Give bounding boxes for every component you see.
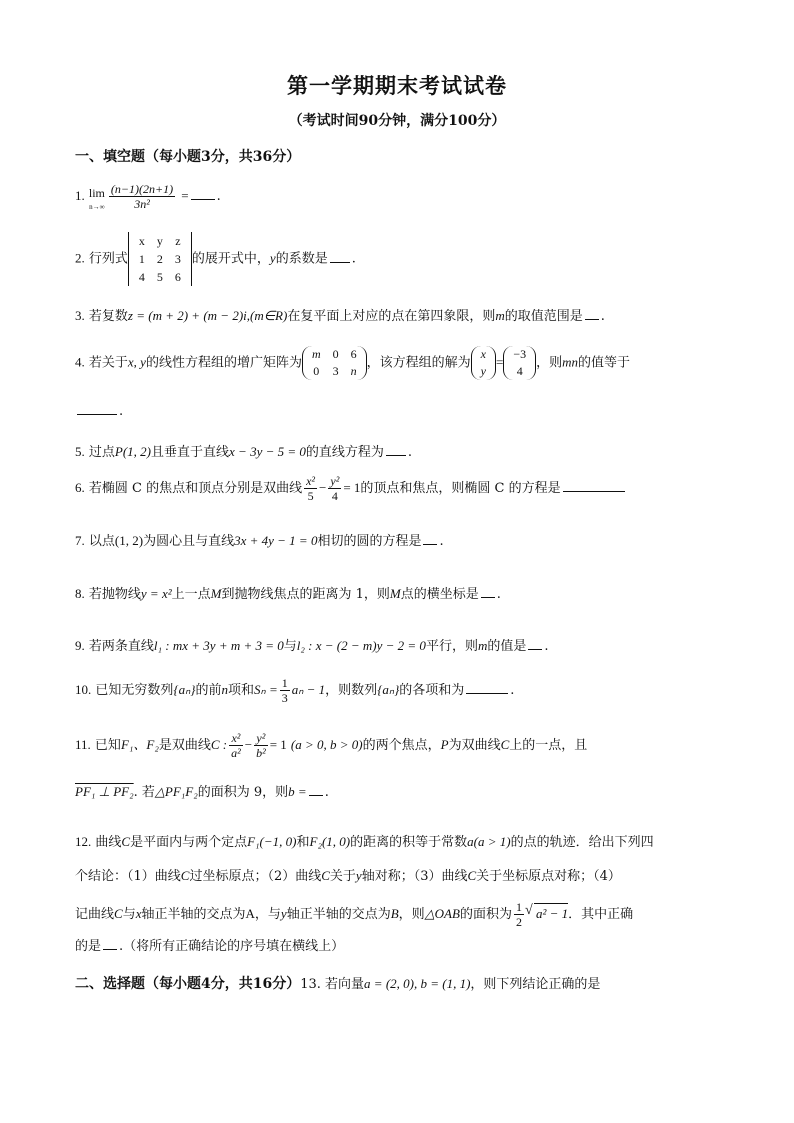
math-triangle: △PF₁F₂	[154, 784, 198, 799]
matrix-cell: 3	[332, 364, 339, 378]
math-condition: (a > 0, b > 0)	[290, 737, 363, 752]
matrix-cell: 0	[313, 364, 320, 378]
det-cell: 6	[174, 270, 181, 284]
fraction	[109, 182, 175, 211]
question-text: 曲线	[95, 835, 122, 850]
fraction-denominator: a²	[231, 746, 241, 760]
question-text: ，则数列	[325, 683, 378, 698]
equals-sign: = 1	[269, 737, 287, 752]
question-number: 11.	[75, 737, 91, 752]
limit-subscript: n→∞	[89, 202, 105, 211]
math-var: P	[440, 737, 449, 752]
question-number: 5.	[75, 444, 85, 459]
question-text: 项和	[228, 683, 255, 698]
math-var: n	[221, 682, 228, 697]
fraction-denominator: 5	[307, 489, 314, 503]
question-text: ，该方程组的解为	[366, 355, 471, 371]
question-text: 行列式	[88, 251, 128, 267]
question-text: 的是	[75, 939, 102, 954]
determinant	[128, 232, 192, 286]
math-var: m	[477, 638, 488, 653]
answer-blank[interactable]	[563, 479, 625, 492]
fraction-denominator: 4	[331, 489, 338, 503]
math-var: y	[355, 868, 362, 883]
augmented-matrix	[302, 346, 367, 380]
question-text: 点的横坐标是	[400, 587, 479, 602]
answer-blank[interactable]	[330, 250, 350, 263]
det-cell: x	[138, 234, 145, 248]
question-end: .	[324, 785, 329, 800]
question-12-line-4	[75, 937, 344, 957]
question-text: 轴正半轴的交点为	[141, 907, 246, 922]
question-text: 若两条直线	[88, 639, 154, 654]
math-var: x	[135, 906, 142, 921]
math-point: F₁(−1, 0)	[247, 834, 297, 849]
question-end: .	[216, 189, 221, 204]
det-cell: 2	[156, 252, 163, 266]
det-cell: 3	[174, 252, 181, 266]
question-text: .（将所有正确结论的序号填在横线上）	[119, 939, 345, 954]
math-var: b =	[288, 784, 307, 799]
question-text: 且垂直于直线	[151, 445, 230, 460]
question-end: .	[439, 534, 444, 549]
fraction-numerator: x²	[229, 731, 243, 746]
fraction	[229, 731, 243, 760]
question-end: .	[496, 587, 501, 602]
question-8	[75, 584, 501, 605]
question-text: 的直线方程为	[305, 445, 384, 460]
question-text: 的值是	[487, 639, 527, 654]
vector-cell: x	[480, 347, 486, 361]
page-subtitle: （考试时间90分钟，满分100分）	[288, 113, 506, 129]
math-triangle: △OAB	[424, 906, 460, 921]
question-13-line	[75, 974, 600, 995]
fraction-numerator: (n−1)(2n+1)	[110, 182, 174, 196]
section-fill-in: 一、填空题（每小题3分，共36分）	[75, 149, 301, 165]
math-vars: x, y	[127, 354, 146, 370]
question-5	[75, 442, 412, 463]
question-text: 以点	[88, 534, 115, 549]
minus-sign: −	[244, 737, 253, 752]
question-4	[75, 346, 630, 380]
matrix-cell: m	[311, 347, 321, 361]
math-line-l2: l₂ : x − (2 − m)y − 2 = 0	[296, 638, 426, 653]
question-text: 的前	[195, 683, 222, 698]
math-expression: aₙ − 1	[291, 682, 326, 697]
question-text: 为双曲线	[448, 738, 501, 753]
question-text: 过坐标原点；（2）曲线	[189, 869, 322, 884]
answer-blank[interactable]	[309, 783, 323, 796]
question-number: 4.	[75, 354, 85, 370]
math-var: y	[269, 250, 276, 266]
math-var: C	[114, 906, 123, 921]
matrix-cell: n	[350, 364, 357, 378]
question-text: 的展开式中，	[191, 251, 270, 267]
det-cell: 4	[138, 270, 145, 284]
answer-blank[interactable]	[423, 532, 437, 545]
math-var: m	[495, 308, 505, 323]
math-var: C	[180, 868, 190, 883]
math-sequence: {aₙ}	[377, 682, 400, 697]
fraction-numerator: 1	[515, 900, 522, 914]
question-7	[75, 531, 444, 552]
matrix-cell: 6	[350, 347, 357, 361]
question-end: .	[600, 309, 605, 324]
question-number: 9.	[75, 638, 85, 653]
question-12	[75, 832, 654, 853]
vector-cell: −3	[513, 347, 527, 361]
fraction-denominator: 2	[515, 915, 522, 929]
fraction	[328, 474, 341, 503]
answer-blank[interactable]	[585, 307, 599, 320]
limit-label: lim	[88, 185, 105, 200]
question-text: 是双曲线	[158, 738, 211, 753]
det-cell: z	[175, 234, 181, 248]
question-text: 和	[296, 835, 310, 850]
question-text: 的线性方程组的增广矩阵为	[145, 355, 302, 371]
question-text: 的点的轨迹．给出下列四	[510, 835, 654, 850]
question-text: 关于坐标原点对称；（4）	[476, 869, 621, 884]
question-2	[75, 232, 356, 286]
answer-blank[interactable]	[481, 585, 495, 598]
fraction-denominator: 3	[281, 691, 288, 705]
math-var: B	[390, 906, 399, 921]
question-text: ，则	[536, 355, 563, 371]
question-text: 上的一点，且	[509, 738, 588, 753]
section-choice: 二、选择题（每小题4分，共16分）	[75, 976, 301, 992]
question-text: 上一点	[171, 587, 211, 602]
question-number: 3.	[75, 308, 85, 323]
fraction	[254, 731, 268, 760]
question-text: 的值等于	[578, 355, 631, 371]
question-text: 过点	[88, 445, 115, 460]
math-var: C :	[210, 737, 228, 752]
math-line-l1: l₁ : mx + 3y + m + 3 = 0	[153, 638, 284, 653]
math-var: C	[321, 868, 330, 883]
question-12-line-2	[75, 866, 621, 887]
question-3	[75, 306, 605, 327]
fraction-numerator: y²	[254, 731, 268, 746]
math-var: A	[245, 906, 255, 921]
math-curve: y = x²	[140, 586, 172, 601]
math-var: mn	[562, 354, 579, 370]
question-end: .	[351, 251, 356, 267]
equals-sign: =	[181, 188, 189, 203]
question-text: 平行，则	[425, 639, 478, 654]
question-text: 与	[122, 907, 136, 922]
question-text: 若抛物线	[88, 587, 141, 602]
question-text: 若复数	[88, 309, 128, 324]
question-number: 8.	[75, 586, 85, 601]
question-text: 记曲线	[75, 907, 115, 922]
question-number: 12.	[75, 834, 92, 849]
question-text: 轴正半轴的交点为	[286, 907, 391, 922]
question-number: 10.	[75, 682, 92, 697]
answer-blank[interactable]	[103, 937, 117, 950]
question-text: 13. 若向量	[300, 977, 365, 992]
math-var: y	[280, 906, 287, 921]
question-12-line-3	[75, 900, 633, 929]
question-6	[75, 474, 627, 503]
question-4-answer-line	[75, 402, 123, 422]
question-end: .	[544, 639, 549, 654]
math-var: C	[467, 868, 477, 883]
question-text: 的面积为 9，则	[197, 785, 289, 800]
det-cell: 5	[156, 270, 163, 284]
math-line: x − 3y − 5 = 0	[229, 444, 306, 459]
question-end: .	[407, 445, 413, 460]
fraction-denominator: b²	[256, 746, 266, 760]
matrix-cell: 0	[332, 347, 339, 361]
question-text: 相切的圆的方程是	[317, 534, 422, 549]
minus-sign: −	[319, 480, 327, 495]
question-text: 若关于	[88, 355, 128, 371]
fraction-denominator: 3n²	[134, 197, 150, 211]
question-text: 的距离的积等于常数	[350, 835, 468, 850]
question-text: 与	[283, 639, 297, 654]
page-title: 第一学期期末考试试卷	[287, 73, 507, 98]
question-text: 若椭圆 C 的焦点和顶点分别是双曲线	[88, 481, 303, 496]
question-text: 个结论：（1）曲线	[75, 869, 181, 884]
question-text: 已知	[94, 738, 121, 753]
question-text: 的面积为	[459, 907, 512, 922]
math-sqrt: √ a² − 1	[534, 903, 568, 924]
math-var: M	[389, 586, 401, 601]
question-text: 已知无穷数列	[95, 683, 174, 698]
question-text: 的取值范围是	[504, 309, 583, 324]
question-number: 6.	[75, 480, 85, 495]
question-text: 轴对称；（3）曲线	[361, 869, 468, 884]
question-1	[75, 182, 221, 211]
math-var: M	[210, 586, 222, 601]
question-text: 到抛物线焦点的距离为 1，则	[221, 587, 390, 602]
math-expression: z = (m + 2) + (m − 2)i,(m∈R)	[127, 308, 288, 323]
question-text: 的各项和为	[399, 683, 465, 698]
question-end: .	[119, 404, 124, 419]
question-text: ，与	[254, 907, 281, 922]
fraction-numerator: x²	[306, 474, 316, 488]
math-point: (1, 2)	[114, 533, 144, 548]
solution-vector-right	[503, 346, 536, 380]
answer-blank[interactable]	[191, 187, 215, 200]
math-point: F₂(1, 0)	[309, 834, 351, 849]
answer-blank[interactable]	[528, 637, 542, 650]
fraction	[304, 474, 317, 503]
math-var: C	[500, 737, 510, 752]
math-vectors: a = (2, 0), b = (1, 1)	[364, 976, 471, 991]
question-text: . 若	[133, 785, 155, 800]
question-text: 的系数是	[275, 251, 328, 267]
question-text: 关于	[329, 869, 356, 884]
math-vectors: PF₁ ⊥ PF₂	[75, 784, 134, 799]
question-text: 是平面内与两个定点	[130, 835, 248, 850]
limit	[89, 183, 105, 211]
math-point: P(1, 2)	[114, 444, 152, 459]
question-text: ，则	[398, 907, 425, 922]
question-text: 在复平面上对应的点在第四象限，则	[287, 309, 496, 324]
answer-blank[interactable]	[386, 443, 406, 456]
question-end: .	[510, 683, 515, 698]
fraction	[514, 900, 524, 929]
answer-blank[interactable]	[466, 681, 508, 694]
question-text: 的顶点和焦点，则椭圆 C 的方程是	[360, 481, 561, 496]
math-line: 3x + 4y − 1 = 0	[234, 533, 318, 548]
question-9	[75, 636, 549, 657]
fraction-numerator: 1	[281, 676, 288, 690]
equals-sign: = 1	[343, 480, 361, 495]
fraction-numerator: y²	[330, 474, 340, 488]
math-var: C	[121, 834, 131, 849]
question-11-line-2	[75, 782, 329, 803]
question-number: 1.	[75, 188, 85, 203]
question-text: ．其中正确	[568, 907, 634, 922]
vector-cell: y	[480, 364, 486, 378]
math-sum: Sₙ =	[254, 682, 278, 697]
question-text: 的两个焦点，	[362, 738, 441, 753]
det-cell: 1	[138, 252, 145, 266]
question-number: 7.	[75, 533, 85, 548]
question-number: 2.	[75, 250, 85, 266]
math-sequence: {aₙ}	[173, 682, 196, 697]
vector-cell: 4	[516, 364, 523, 378]
math-foci: F₁、F₂	[120, 737, 159, 752]
fraction	[280, 676, 290, 705]
question-10	[75, 676, 514, 705]
math-constant: a(a > 1)	[467, 834, 511, 849]
question-text: ，则下列结论正确的是	[470, 977, 601, 992]
answer-blank[interactable]	[77, 402, 117, 415]
solution-vector-left	[471, 346, 496, 380]
det-cell: y	[156, 234, 163, 248]
equals-sign: =	[495, 354, 504, 370]
question-text: 为圆心且与直线	[143, 534, 235, 549]
question-11	[75, 731, 587, 760]
